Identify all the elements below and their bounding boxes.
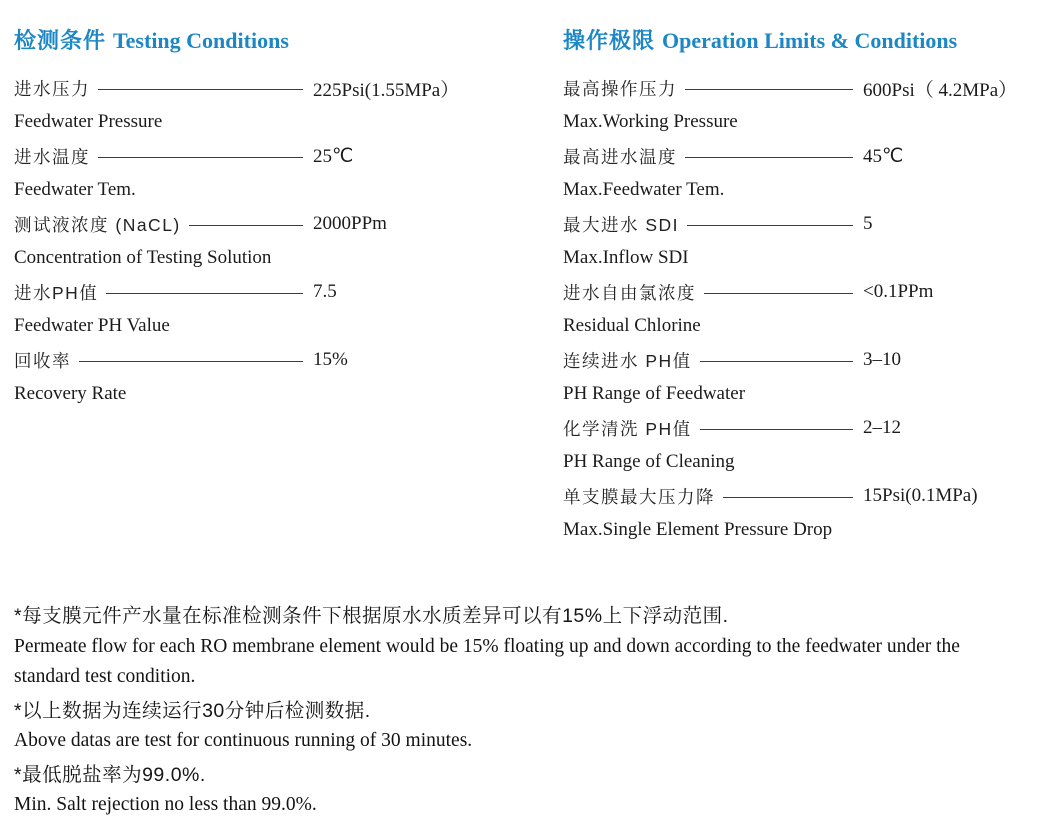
spec-lead (563, 280, 863, 305)
spec-label-zh: 单支膜最大压力降 (563, 486, 715, 507)
leader-line (79, 361, 303, 362)
spec-label-en: Recovery Rate (14, 383, 127, 404)
spec-item-ph-range-feedwater (563, 343, 1025, 411)
testing-conditions-title-en: Testing Conditions (113, 28, 289, 53)
spec-label-en: Residual Chlorine (563, 315, 701, 336)
spec-value: 2000PPm (313, 213, 387, 234)
spec-row (563, 207, 1025, 241)
spec-item-recovery-rate (14, 343, 520, 411)
spec-lead (14, 348, 313, 373)
spec-lead (563, 348, 863, 373)
footnote-zh: *以上数据为连续运行30分钟后检测数据. (14, 699, 371, 722)
spec-label-zh: 进水PH值 (14, 282, 99, 303)
spec-row (563, 275, 1025, 309)
spec-label-en: PH Range of Cleaning (563, 451, 735, 472)
spec-columns (14, 26, 1025, 547)
spec-value: <0.1PPm (863, 281, 934, 302)
spec-value: 45℃ (863, 145, 904, 167)
spec-item-max-feedwater-temperature (563, 139, 1025, 207)
spec-value: 5 (863, 213, 873, 234)
footnote-en: Min. Salt rejection no less than 99.0%. (14, 794, 317, 815)
spec-item-max-working-pressure (563, 71, 1025, 139)
spec-lead (14, 280, 313, 305)
leader-line (687, 225, 853, 226)
spec-label-en: PH Range of Feedwater (563, 383, 746, 404)
spec-item-max-single-element-pressure-drop (563, 479, 1025, 547)
spec-lead (563, 212, 863, 237)
spec-item-residual-chlorine (563, 275, 1025, 343)
leader-line (106, 293, 303, 294)
spec-label-en: Max.Inflow SDI (563, 247, 689, 268)
spec-item-feedwater-pressure (14, 71, 520, 139)
spec-value: 7.5 (313, 281, 337, 302)
testing-conditions-title (14, 26, 520, 56)
spec-label-zh: 连续进水 PH值 (563, 350, 692, 371)
footnote-en: Permeate flow for each RO membrane element would be 15% floating up and down according to the feedwater under the standard test condition. (14, 635, 960, 687)
leader-line (189, 225, 303, 226)
spec-label-en: Max.Single Element Pressure Drop (563, 519, 833, 540)
footnote-en: Above datas are test for continuous running of 30 minutes. (14, 730, 473, 751)
operation-limits-section (563, 26, 1025, 547)
spec-row (14, 207, 520, 241)
testing-conditions-section (14, 26, 520, 411)
spec-label-zh: 测试液浓度 (NaCL) (14, 214, 181, 235)
spec-lead (563, 416, 863, 441)
spec-lead (563, 76, 863, 101)
spec-lead (14, 212, 313, 237)
spec-row (563, 71, 1025, 105)
spec-label-zh: 最大进水 SDI (563, 214, 680, 235)
spec-row (563, 479, 1025, 513)
spec-value: 3–10 (863, 349, 901, 370)
spec-value: 600Psi（ 4.2MPa） (863, 79, 1018, 101)
spec-label-zh: 进水温度 (14, 146, 90, 167)
spec-label-zh: 进水自由氯浓度 (563, 282, 696, 303)
leader-line (700, 361, 853, 362)
spec-label-zh: 回收率 (14, 350, 71, 371)
leader-line (704, 293, 853, 294)
spec-row (14, 71, 520, 105)
leader-line (685, 89, 853, 90)
spec-label-zh: 进水压力 (14, 78, 90, 99)
leader-line (700, 429, 853, 430)
leader-line (685, 157, 853, 158)
spec-lead (563, 144, 863, 169)
spec-lead (14, 144, 313, 169)
spec-item-feedwater-ph (14, 275, 520, 343)
operation-limits-title-en: Operation Limits & Conditions (662, 28, 958, 53)
leader-line (723, 497, 853, 498)
spec-label-en: Max.Feedwater Tem. (563, 179, 725, 200)
testing-conditions-title-zh: 检测条件 (14, 28, 107, 53)
spec-label-en: Max.Working Pressure (563, 111, 738, 132)
spec-row (563, 343, 1025, 377)
spec-label-zh: 最高操作压力 (563, 78, 677, 99)
spec-label-en: Feedwater Tem. (14, 179, 136, 200)
spec-value: 25℃ (313, 145, 354, 167)
spec-label-en: Feedwater Pressure (14, 111, 163, 132)
spec-item-test-solution-concentration (14, 207, 520, 275)
spec-value: 15% (313, 349, 348, 370)
spec-row (563, 411, 1025, 445)
spec-lead (563, 484, 863, 509)
spec-item-max-inflow-sdi (563, 207, 1025, 275)
leader-line (98, 157, 303, 158)
spec-value: 2–12 (863, 417, 901, 438)
spec-label-zh: 最高进水温度 (563, 146, 677, 167)
spec-item-ph-range-cleaning (563, 411, 1025, 479)
spec-row (14, 275, 520, 309)
spec-label-zh: 化学清洗 PH值 (563, 418, 692, 439)
footnote-zh: *每支膜元件产水量在标准检测条件下根据原水水质差异可以有15%上下浮动范围. (14, 605, 729, 627)
spec-row (14, 139, 520, 173)
spec-row (14, 343, 520, 377)
footnote-zh: *最低脱盐率为99.0%. (14, 763, 206, 786)
operation-limits-title-zh: 操作极限 (563, 28, 656, 53)
operation-limits-title (563, 26, 1025, 56)
spec-lead (14, 76, 313, 101)
spec-label-en: Feedwater PH Value (14, 315, 170, 336)
spec-value: 15Psi(0.1MPa) (863, 485, 978, 506)
leader-line (98, 89, 303, 90)
footnotes (14, 601, 1022, 821)
spec-row (563, 139, 1025, 173)
spec-label-en: Concentration of Testing Solution (14, 247, 272, 268)
spec-item-feedwater-temperature (14, 139, 520, 207)
spec-value: 225Psi(1.55MPa） (313, 79, 460, 101)
